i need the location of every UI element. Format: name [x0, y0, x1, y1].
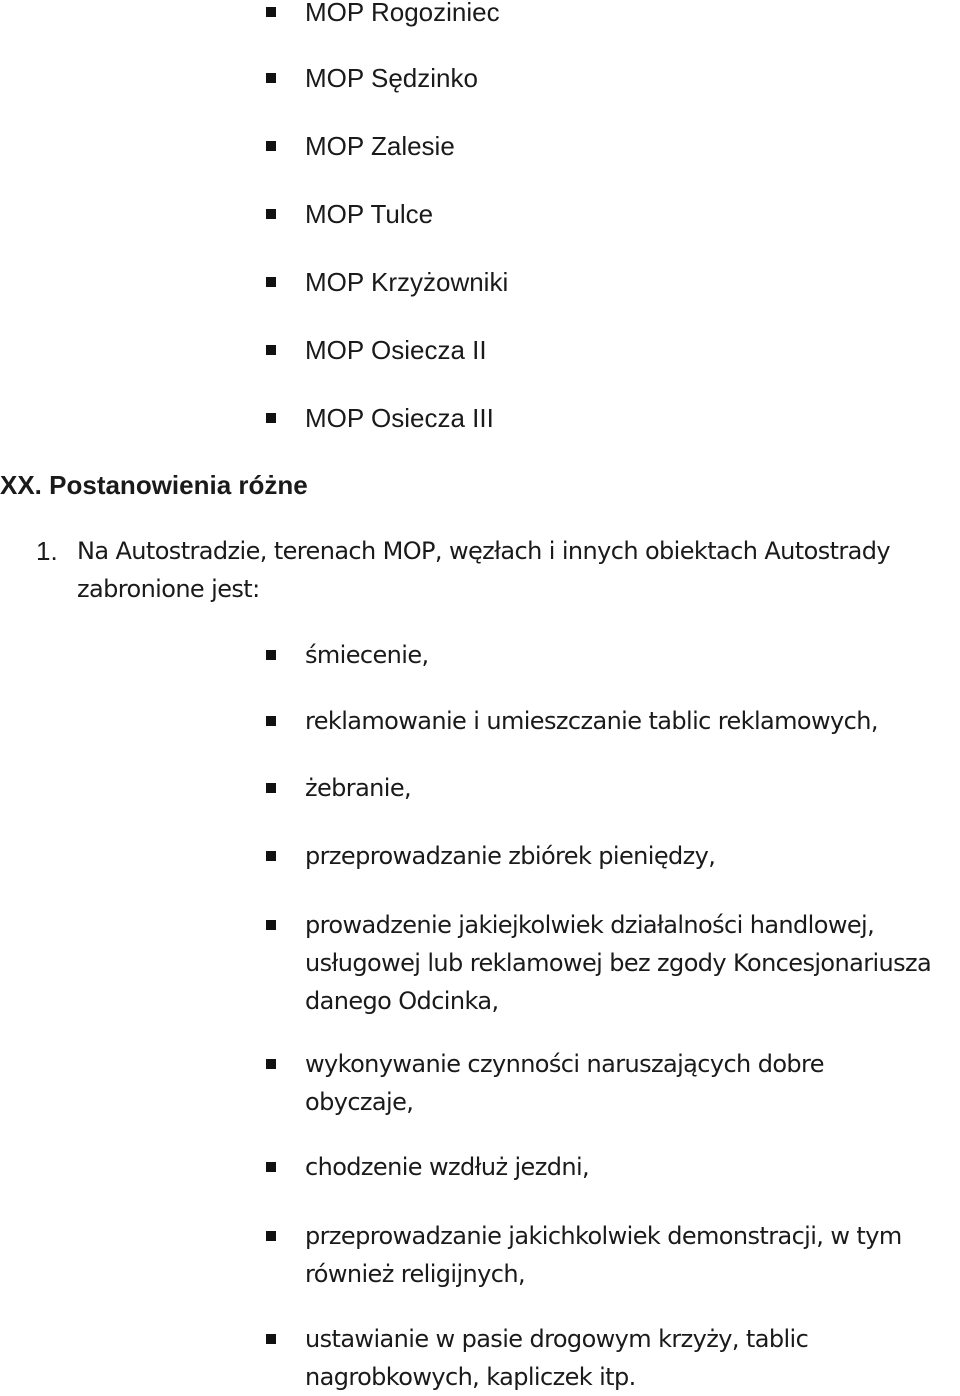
list-item-text: [305, 636, 960, 674]
list-item-label: MOP Tulce: [305, 199, 434, 229]
list-item-line: przeprowadzanie jakichkolwiek demonstracji, w tym: [305, 1222, 902, 1250]
list-item-line: prowadzenie jakiejkolwiek działalności handlowej,: [305, 911, 875, 939]
square-bullet-icon: [266, 141, 276, 151]
square-bullet-icon: [266, 7, 276, 17]
square-bullet-icon: [266, 413, 276, 423]
list-item: [266, 335, 956, 365]
list-item-text: [305, 769, 960, 807]
list-item: [266, 63, 956, 93]
square-bullet-icon: [266, 277, 276, 287]
list-item-text: [305, 702, 960, 740]
list-item-text: [305, 837, 960, 875]
square-bullet-icon: [266, 716, 276, 726]
list-item: [266, 131, 956, 161]
list-item-line: obyczaje,: [305, 1088, 414, 1116]
square-bullet-icon: [266, 783, 276, 793]
list-item-line: wykonywanie czynności naruszających dobre: [305, 1050, 824, 1078]
list-item-label: MOP Osiecza III: [305, 403, 494, 433]
list-item-label: MOP Krzyżowniki: [305, 267, 509, 297]
clause-number: 1.: [36, 536, 58, 566]
square-bullet-icon: [266, 851, 276, 861]
square-bullet-icon: [266, 209, 276, 219]
list-item-line: reklamowanie i umieszczanie tablic reklamowych,: [305, 707, 878, 735]
square-bullet-icon: [266, 1231, 276, 1241]
list-item-line: chodzenie wzdłuż jezdni,: [305, 1153, 590, 1181]
list-item-label: MOP Sędzinko: [305, 63, 478, 93]
list-item-text: [305, 1045, 960, 1121]
list-item-line: śmiecenie,: [305, 641, 429, 669]
list-item-line: usługowej lub reklamowej bez zgody Koncesjonariusza: [305, 949, 932, 977]
clause-line: Na Autostradzie, terenach MOP, węzłach i innych obiektach Autostrady: [77, 537, 891, 565]
square-bullet-icon: [266, 650, 276, 660]
list-item-label: MOP Osiecza II: [305, 335, 487, 365]
list-item-line: również religijnych,: [305, 1260, 525, 1288]
list-item-text: [305, 1320, 960, 1396]
list-item-line: ustawianie w pasie drogowym krzyży, tablic: [305, 1325, 809, 1353]
clause-text: [77, 532, 957, 608]
list-item-text: [305, 1148, 960, 1186]
list-item: [266, 0, 956, 27]
square-bullet-icon: [266, 73, 276, 83]
list-item-line: przeprowadzanie zbiórek pieniędzy,: [305, 842, 716, 870]
square-bullet-icon: [266, 345, 276, 355]
square-bullet-icon: [266, 1059, 276, 1069]
list-item-label: MOP Rogoziniec: [305, 0, 500, 27]
list-item: [266, 267, 956, 297]
square-bullet-icon: [266, 920, 276, 930]
list-item: [266, 403, 956, 433]
square-bullet-icon: [266, 1162, 276, 1172]
list-item-text: [305, 1217, 960, 1293]
clause-line: zabronione jest:: [77, 575, 260, 603]
list-item-line: żebranie,: [305, 774, 412, 802]
list-item-text: [305, 906, 960, 1020]
list-item-label: MOP Zalesie: [305, 131, 455, 161]
list-item-line: danego Odcinka,: [305, 987, 499, 1015]
list-item-line: nagrobkowych, kapliczek itp.: [305, 1363, 636, 1391]
square-bullet-icon: [266, 1334, 276, 1344]
list-item: [266, 199, 956, 229]
section-heading: XX. Postanowienia różne: [0, 470, 308, 500]
